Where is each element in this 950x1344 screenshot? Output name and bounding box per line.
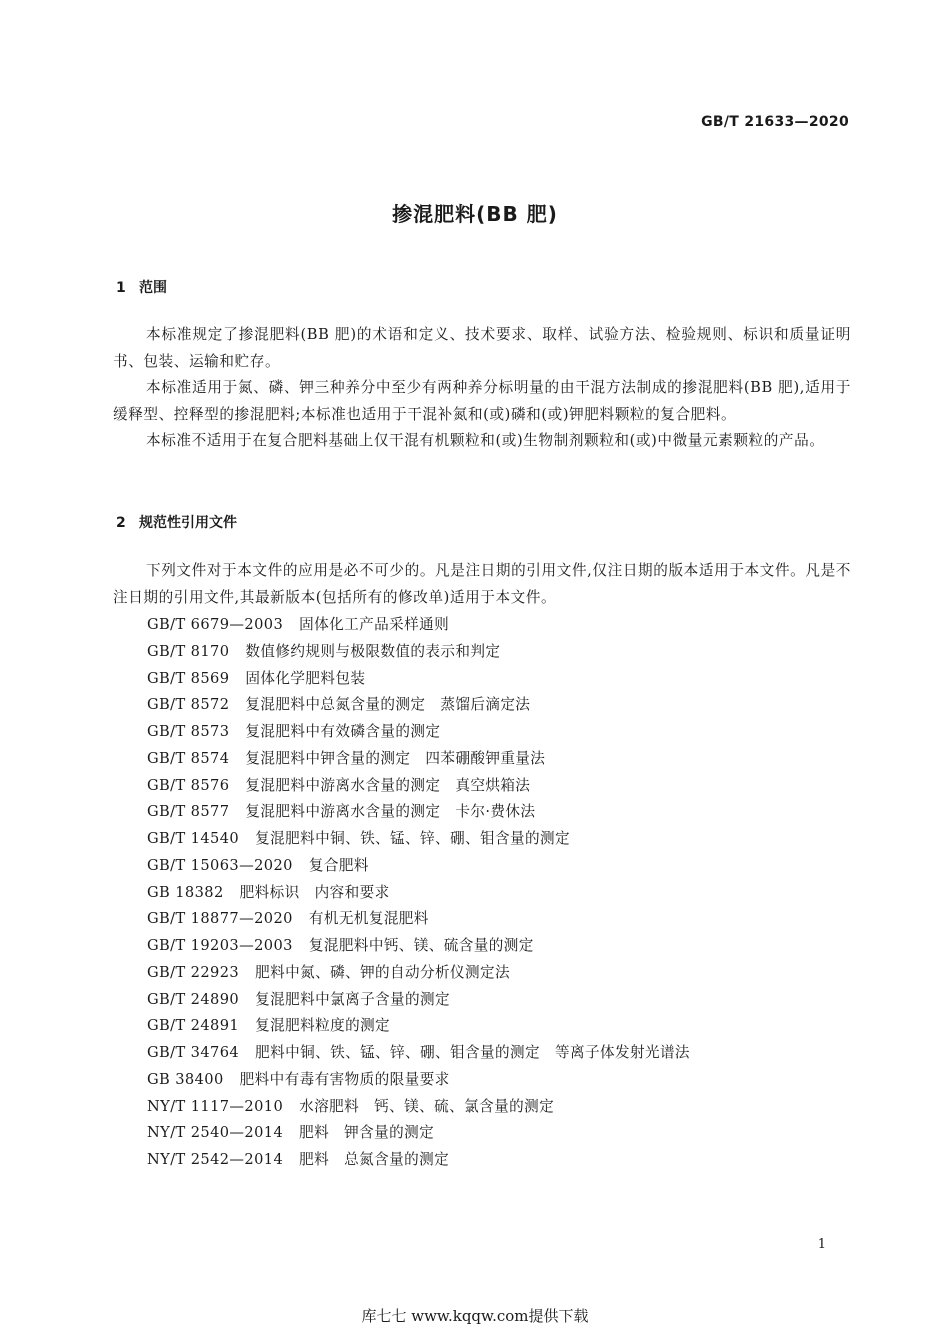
section-1-paragraph-2: 本标准适用于氮、磷、钾三种养分中至少有两种养分标明量的由干混方法制成的掺混肥料(BB 肥),适用于缓释型、控释型的掺混肥料;本标准也适用于干混补氮和(或)磷和(或)钾肥料颗粒的复合肥料。 — [113, 379, 851, 423]
reference-title: 复混肥料中游离水含量的测定 卡尔·费休法 — [245, 803, 536, 821]
reference-code: NY/T 2542—2014 — [147, 1151, 284, 1168]
section-1-number: 1 — [116, 280, 126, 296]
reference-title: 固体化工产品采样通则 — [299, 616, 450, 633]
reference-title: 复混肥料中游离水含量的测定 真空烘箱法 — [245, 776, 531, 794]
reference-title: 肥料标识 内容和要求 — [239, 883, 390, 901]
reference-code: GB/T 8170 — [147, 642, 230, 660]
reference-code: GB 38400 — [147, 1070, 224, 1088]
section-1-title: 范围 — [139, 280, 167, 296]
reference-item — [147, 719, 690, 746]
reference-code: GB/T 22923 — [147, 963, 240, 981]
reference-code: GB/T 18877—2020 — [147, 910, 293, 928]
section-2-paragraph-1: 下列文件对于本文件的应用是必不可少的。凡是注日期的引用文件,仅注日期的版本适用于本文件。凡是不注日期的引用文件,其最新版本(包括所有的修改单)适用于本文件。 — [113, 562, 851, 606]
reference-title: 肥料 钾含量的测定 — [299, 1124, 435, 1142]
reference-title: 复混肥料中总氮含量的测定 蒸馏后滴定法 — [245, 696, 531, 714]
reference-item — [147, 826, 690, 853]
reference-item — [147, 906, 690, 933]
reference-item — [147, 746, 690, 773]
reference-code: GB/T 15063—2020 — [147, 856, 293, 874]
reference-title: 复混肥料中有效磷含量的测定 — [245, 723, 441, 740]
reference-title: 复合肥料 — [308, 856, 369, 874]
reference-title: 复混肥料中氯离子含量的测定 — [255, 990, 451, 1008]
reference-item — [147, 1120, 690, 1147]
reference-item — [147, 880, 690, 907]
section-2-heading — [116, 512, 237, 532]
reference-code: GB/T 8573 — [147, 723, 230, 740]
reference-title: 复混肥料中钙、镁、硫含量的测定 — [308, 937, 534, 954]
reference-item — [147, 1067, 690, 1094]
section-1-paragraph-3: 本标准不适用于在复合肥料基础上仅干混有机颗粒和(或)生物制剂颗粒和(或)中微量元素颗粒的产品。 — [146, 432, 825, 449]
reference-title: 复混肥料粒度的测定 — [255, 1017, 391, 1035]
reference-title: 肥料中氮、磷、钾的自动分析仪测定法 — [255, 963, 511, 981]
reference-item — [147, 1013, 690, 1040]
reference-item — [147, 666, 690, 693]
reference-item — [147, 639, 690, 666]
reference-item — [147, 933, 690, 960]
reference-title: 数值修约规则与极限数值的表示和判定 — [245, 642, 501, 660]
footer-watermark: 库七七 www.kqqw.com提供下载 — [361, 1307, 589, 1325]
reference-code: GB/T 24891 — [147, 1017, 240, 1035]
reference-title: 有机无机复混肥料 — [308, 910, 429, 928]
section-2-number: 2 — [116, 515, 126, 531]
reference-title: 固体化学肥料包装 — [245, 669, 366, 687]
reference-item — [147, 1040, 690, 1067]
reference-item — [147, 1147, 690, 1174]
reference-code: GB/T 8569 — [147, 669, 230, 687]
reference-code: NY/T 1117—2010 — [147, 1097, 284, 1115]
reference-title: 复混肥料中钾含量的测定 四苯硼酸钾重量法 — [245, 749, 546, 767]
reference-title: 水溶肥料 钙、镁、硫、氯含量的测定 — [299, 1097, 555, 1115]
reference-title: 肥料 总氮含量的测定 — [299, 1151, 450, 1168]
reference-code: GB/T 8572 — [147, 696, 230, 714]
reference-list — [147, 612, 690, 1174]
reference-code: GB/T 24890 — [147, 990, 240, 1008]
reference-code: GB/T 8574 — [147, 749, 230, 767]
reference-title: 肥料中有毒有害物质的限量要求 — [239, 1070, 450, 1088]
page-number: 1 — [817, 1237, 826, 1252]
reference-code: GB/T 8576 — [147, 776, 230, 794]
reference-title: 肥料中铜、铁、锰、锌、硼、钼含量的测定 等离子体发射光谱法 — [255, 1044, 690, 1061]
document-title: 掺混肥料(BB 肥) — [392, 202, 558, 226]
standard-code: GB/T 21633—2020 — [701, 114, 849, 130]
section-2-title: 规范性引用文件 — [139, 515, 237, 531]
reference-title: 复混肥料中铜、铁、锰、锌、硼、钼含量的测定 — [255, 830, 570, 847]
reference-code: GB/T 34764 — [147, 1044, 240, 1061]
reference-code: NY/T 2540—2014 — [147, 1124, 284, 1142]
section-1-heading — [116, 277, 167, 297]
reference-code: GB/T 19203—2003 — [147, 937, 293, 954]
reference-code: GB/T 8577 — [147, 803, 230, 821]
reference-item — [147, 692, 690, 719]
reference-item — [147, 799, 690, 826]
reference-code: GB/T 6679—2003 — [147, 616, 284, 633]
reference-item — [147, 612, 690, 639]
reference-item — [147, 853, 690, 880]
section-1-paragraph-1: 本标准规定了掺混肥料(BB 肥)的术语和定义、技术要求、取样、试验方法、检验规则、标识和质量证明书、包装、运输和贮存。 — [113, 326, 851, 370]
reference-code: GB 18382 — [147, 883, 224, 901]
reference-item — [147, 987, 690, 1014]
reference-item — [147, 960, 690, 987]
reference-item — [147, 1094, 690, 1121]
reference-code: GB/T 14540 — [147, 830, 240, 847]
reference-item — [147, 773, 690, 800]
